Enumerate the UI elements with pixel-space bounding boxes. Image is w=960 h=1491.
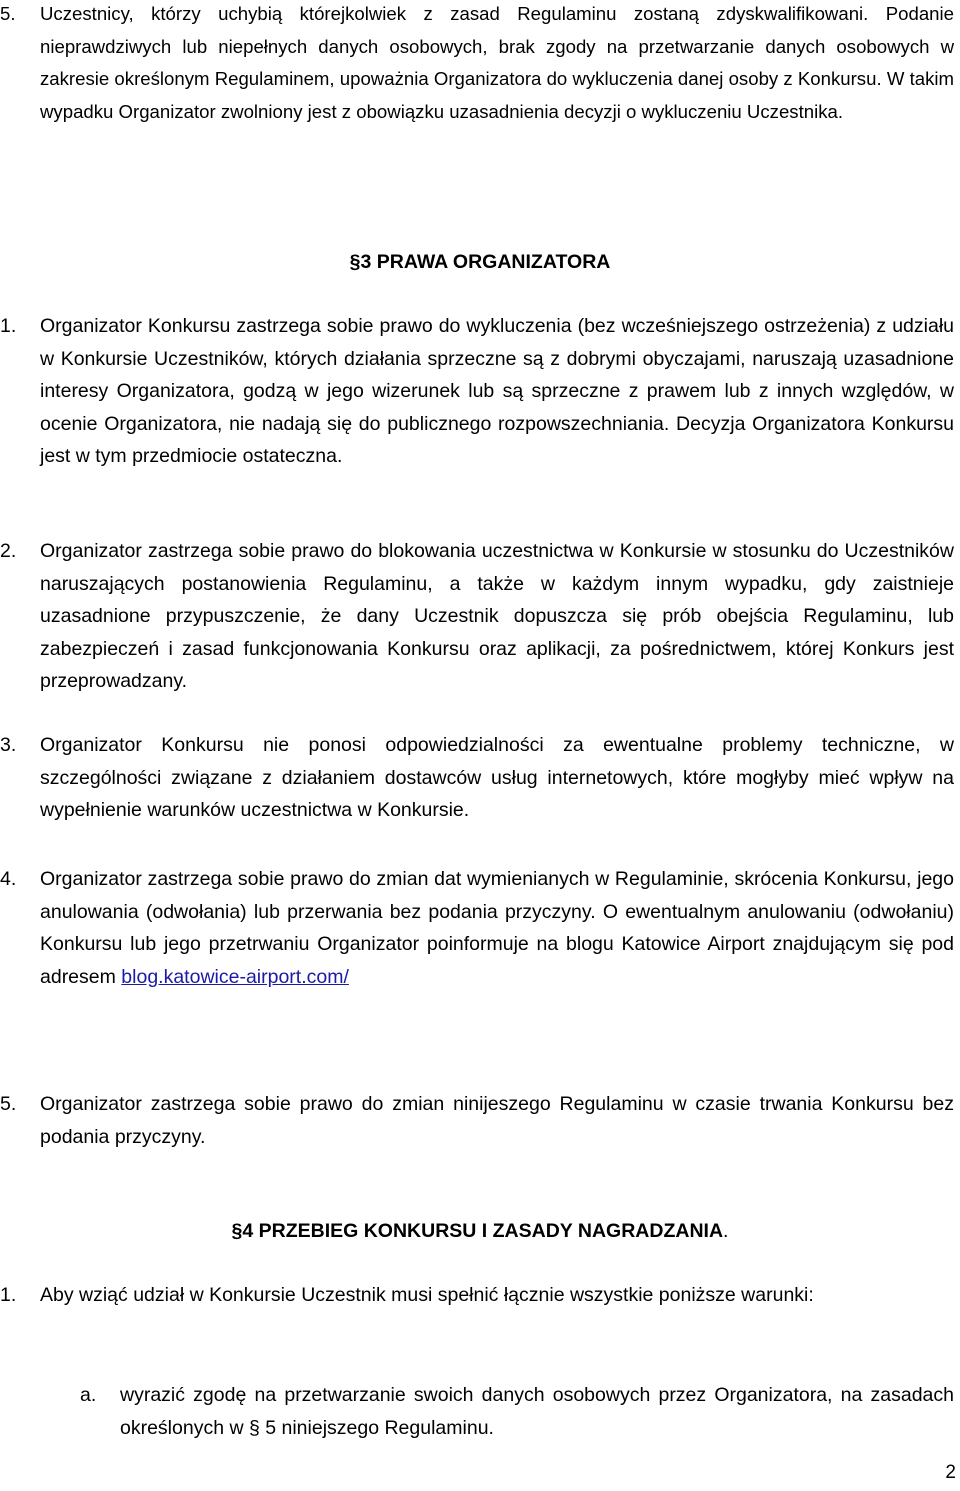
item-number: 3. [0, 734, 17, 756]
item-number: 2. [0, 540, 17, 562]
item-number: 1. [0, 315, 17, 337]
item-text: Aby wziąć udział w Konkursie Uczestnik musi spełnić łącznie wszystkie poniższe warunki: [40, 1284, 814, 1306]
section-4-heading [0, 1215, 960, 1247]
item-text: Organizator zastrzega sobie prawo do blokowania uczestnictwa w Konkursie w stosunku do Uczestników naruszających postanowienia Regulaminu, a także w każdym innym wypadku, gdy zaistnieje uzasadnione przypuszczenie, że dany Uczestnik dopuszcza się prób obejścia Regulaminu, lub zabezpieczeń i zasad funkcjonowania Konkursu oraz aplikacji, za pośrednictwem, której Konkurs jest przeprowadzany. [40, 540, 954, 692]
item-number: 5. [0, 1093, 17, 1115]
section-3-heading: §3 PRAWA ORGANIZATORA [349, 251, 611, 273]
section-3-item-1 [0, 310, 954, 473]
section-3-item-4 [0, 863, 954, 993]
prev-section-item-5 [0, 0, 954, 128]
blog-link[interactable]: blog.katowice-airport.com/ [121, 965, 349, 988]
item-text [40, 863, 954, 993]
page-number: 2 [945, 1462, 956, 1483]
section-3-item-2 [0, 535, 954, 698]
item-text: Organizator Konkursu nie ponosi odpowiedzialności za ewentualne problemy techniczne, w szczególności związane z działaniem dostawców usług internetowych, które mogłyby mieć wpływ na wypełnienie warunków uczestnictwa w Konkursie. [40, 734, 954, 821]
section-4-sub-item-a [80, 1379, 954, 1444]
item-text: Uczestnicy, którzy uchybią którejkolwiek z zasad Regulaminu zostaną zdyskwalifikowani. Podanie nieprawdziwych lub niepełnych danych osobowych, brak zgody na przetwarzanie danych osobowych w zakresie określonym Regulaminem, upoważnia Organizatora do wykluczenia danej osoby z Konkursu. W takim wypadku Organizator zwolniony jest z obowiązku uzasadnienia decyzji o wykluczeniu Uczestnika. [40, 3, 954, 122]
section-3-item-3 [0, 729, 954, 827]
item-text-body: Organizator zastrzega sobie prawo do zmian dat wymienianych w Regulaminie, skrócenia Konkursu, jego anulowania (odwołania) lub przerwania bez podania przyczyny. O ewentualnym anulowaniu (odwołaniu) Konkursu lub jego przetrwaniu Organizator poinformuje na blogu Katowice Airport znajdującym się pod adresem [40, 868, 954, 988]
item-number: 1. [0, 1284, 17, 1306]
section-3-item-5 [0, 1088, 954, 1153]
item-number: 5. [0, 3, 16, 24]
sub-item-text: wyrazić zgodę na przetwarzanie swoich danych osobowych przez Organizatora, na zasadach określonych w § 5 niniejszego Regulaminu. [120, 1384, 954, 1439]
item-number: 4. [0, 868, 17, 890]
item-text: Organizator Konkursu zastrzega sobie prawo do wykluczenia (bez wcześniejszego ostrzeżenia) z udziału w Konkursie Uczestników, których działania sprzeczne są z dobrymi obyczajami, naruszają uzasadnione interesy Organizatora, godzą w jego wizerunek lub są sprzeczne z prawem lub z innych względów, w ocenie Organizatora, nie nadają się do publicznego rozpowszechniania. Decyzja Organizatora Konkursu jest w tym przedmiocie ostateczna. [40, 315, 954, 467]
sub-item-letter: a. [80, 1384, 97, 1406]
section-4-item-1 [0, 1279, 954, 1312]
item-text: Organizator zastrzega sobie prawo do zmian ninijeszego Regulaminu w czasie trwania Konkursu bez podania przyczyny. [40, 1093, 954, 1148]
section-4-heading-suffix: . [723, 1220, 729, 1242]
section-4-heading-text: §4 PRZEBIEG KONKURSU I ZASADY NAGRADZANIA [231, 1220, 724, 1242]
